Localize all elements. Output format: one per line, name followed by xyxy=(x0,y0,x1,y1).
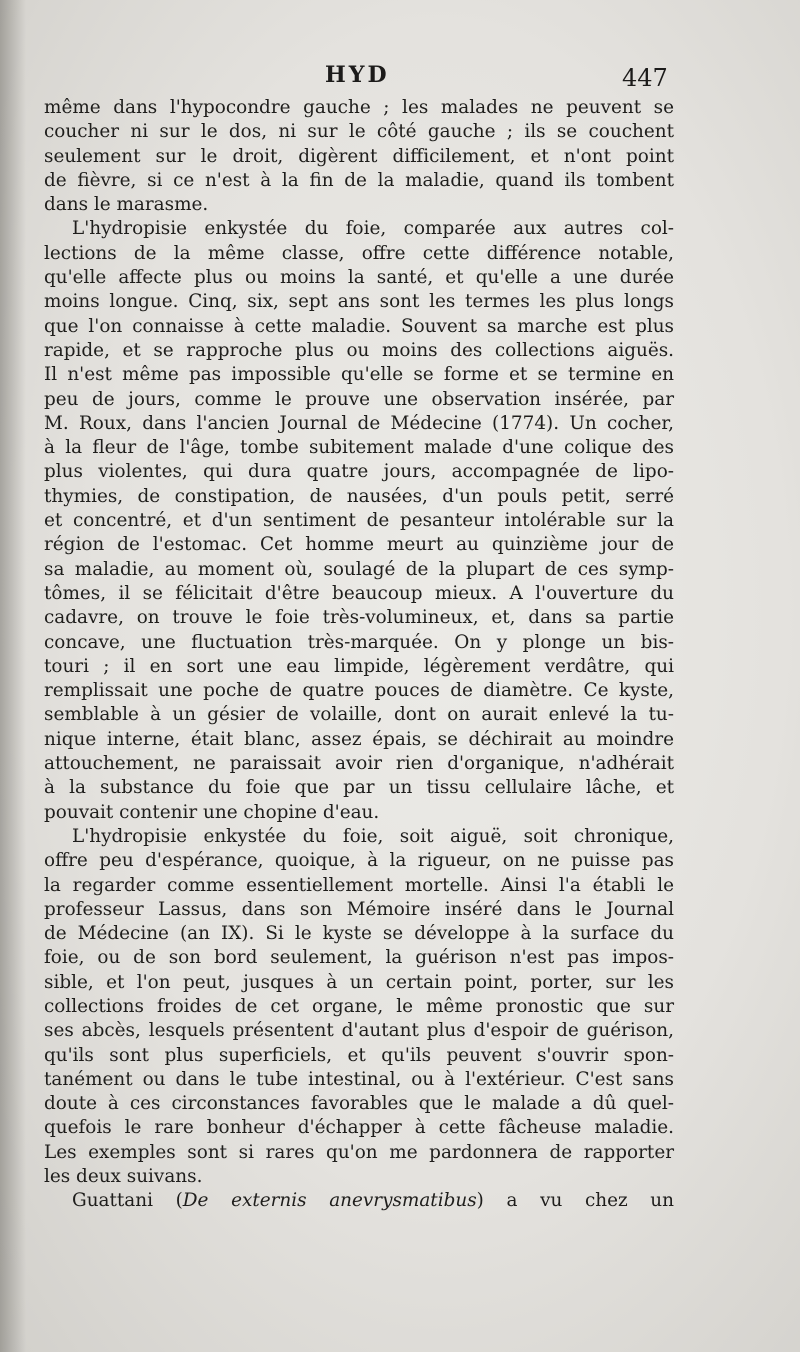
text-line: région de l'estomac. Cet homme meurt au quinzième jour de xyxy=(44,534,674,556)
text-line: semblable à un gésier de volaille, dont on aurait enlevé la tu- xyxy=(44,704,674,726)
text-line: qu'elle affecte plus ou moins la santé, et qu'elle a une durée xyxy=(44,267,674,289)
final-line-after: ) a vu chez un xyxy=(476,1190,674,1212)
text-line: sible, et l'on peut, jusques à un certain point, porter, sur les xyxy=(44,971,674,993)
text-line: offre peu d'espérance, quoique, à la rigueur, on ne puisse pas xyxy=(44,850,674,872)
text-line: pouvait contenir une chopine d'eau. xyxy=(44,801,380,823)
final-line-before: Guattani ( xyxy=(72,1190,183,1212)
text-line: tômes, il se félicitait d'être beaucoup mieux. A l'ouverture du xyxy=(44,582,674,604)
text-line: professeur Lassus, dans son Mémoire inséré dans le Journal xyxy=(44,898,674,920)
text-line: rapide, et se rapproche plus ou moins des collections aiguës. xyxy=(44,339,674,361)
text-line: plus violentes, qui dura quatre jours, accompagnée de lipo- xyxy=(44,461,674,483)
text-line: peu de jours, comme le prouve une observation insérée, par xyxy=(44,388,674,410)
text-line: L'hydropisie enkystée du foie, soit aiguë, soit chronique, xyxy=(72,825,674,847)
text-line: cadavre, on trouve le foie très-volumineux, et, dans sa partie xyxy=(44,607,674,629)
text-line: tanément ou dans le tube intestinal, ou à l'extérieur. C'est sans xyxy=(44,1068,674,1090)
text-line: foie, ou de son bord seulement, la guérison n'est pas impos- xyxy=(44,947,674,969)
page-header xyxy=(0,62,800,96)
text-line: de Médecine (an IX). Si le kyste se développe à la surface du xyxy=(44,923,674,945)
text-line: de fièvre, si ce n'est à la fin de la maladie, quand ils tombent xyxy=(44,169,674,191)
running-head: HYD xyxy=(325,62,390,88)
text-line: coucher ni sur le dos, ni sur le côté gauche ; ils se couchent xyxy=(44,121,674,143)
text-line: et concentré, et d'un sentiment de pesanteur intolérable sur la xyxy=(44,510,674,532)
text-line: que l'on connaisse à cette maladie. Souvent sa marche est plus xyxy=(44,315,674,337)
text-line: M. Roux, dans l'ancien Journal de Médecine (1774). Un cocher, xyxy=(44,412,674,434)
text-line: concave, une fluctuation très-marquée. On y plonge un bis- xyxy=(44,631,674,653)
text-line: à la substance du foie que par un tissu cellulaire lâche, et xyxy=(44,777,674,799)
gutter-shadow xyxy=(0,0,26,1352)
text-line: les deux suivans. xyxy=(44,1166,203,1188)
text-line: qu'ils sont plus superficiels, et qu'ils peuvent s'ouvrir spon- xyxy=(44,1044,674,1066)
text-line: Les exemples sont si rares qu'on me pardonnera de rapporter xyxy=(44,1141,674,1163)
text-line: sa maladie, au moment où, soulagé de la plupart de ces symp- xyxy=(44,558,674,580)
text-line: nique interne, était blanc, assez épais, se déchirait au moindre xyxy=(44,728,674,750)
text-line: L'hydropisie enkystée du foie, comparée aux autres col- xyxy=(72,218,674,240)
text-line: attouchement, ne paraissait avoir rien d'organique, n'adhérait xyxy=(44,753,674,775)
text-line: lections de la même classe, offre cette différence notable, xyxy=(44,242,674,264)
text-line: remplissait une poche de quatre pouces de diamètre. Ce kyste, xyxy=(44,680,674,702)
text-line: la regarder comme essentiellement mortelle. Ainsi l'a établi le xyxy=(44,874,674,896)
text-line: moins longue. Cinq, six, sept ans sont les termes les plus longs xyxy=(44,291,674,313)
text-line: touri ; il en sort une eau limpide, légèrement verdâtre, qui xyxy=(44,655,674,677)
text-line: même dans l'hypocondre gauche ; les malades ne peuvent se xyxy=(44,97,674,118)
text-line: ses abcès, lesquels présentent d'autant plus d'espoir de guérison, xyxy=(44,1020,674,1042)
text-line: quefois le rare bonheur d'échapper à cette fâcheuse maladie. xyxy=(44,1117,674,1139)
text-line: Il n'est même pas impossible qu'elle se forme et se termine en xyxy=(44,364,674,386)
text-line: thymies, de constipation, de nausées, d'un pouls petit, serré xyxy=(44,485,674,507)
text-line: dans le marasme. xyxy=(44,194,209,216)
text-line: à la fleur de l'âge, tombe subitement malade d'une colique des xyxy=(44,437,674,459)
page-number: 447 xyxy=(622,64,668,92)
final-text-line xyxy=(44,1189,674,1213)
book-title-italic: De externis anevrysmatibus xyxy=(182,1190,477,1212)
text-line: seulement sur le droit, digèrent difficilement, et n'ont point xyxy=(44,145,674,167)
text-line: doute à ces circonstances favorables que le malade a dû quel- xyxy=(44,1093,674,1115)
body-text xyxy=(44,96,674,1214)
text-line: collections froides de cet organe, le même pronostic que sur xyxy=(44,995,674,1017)
